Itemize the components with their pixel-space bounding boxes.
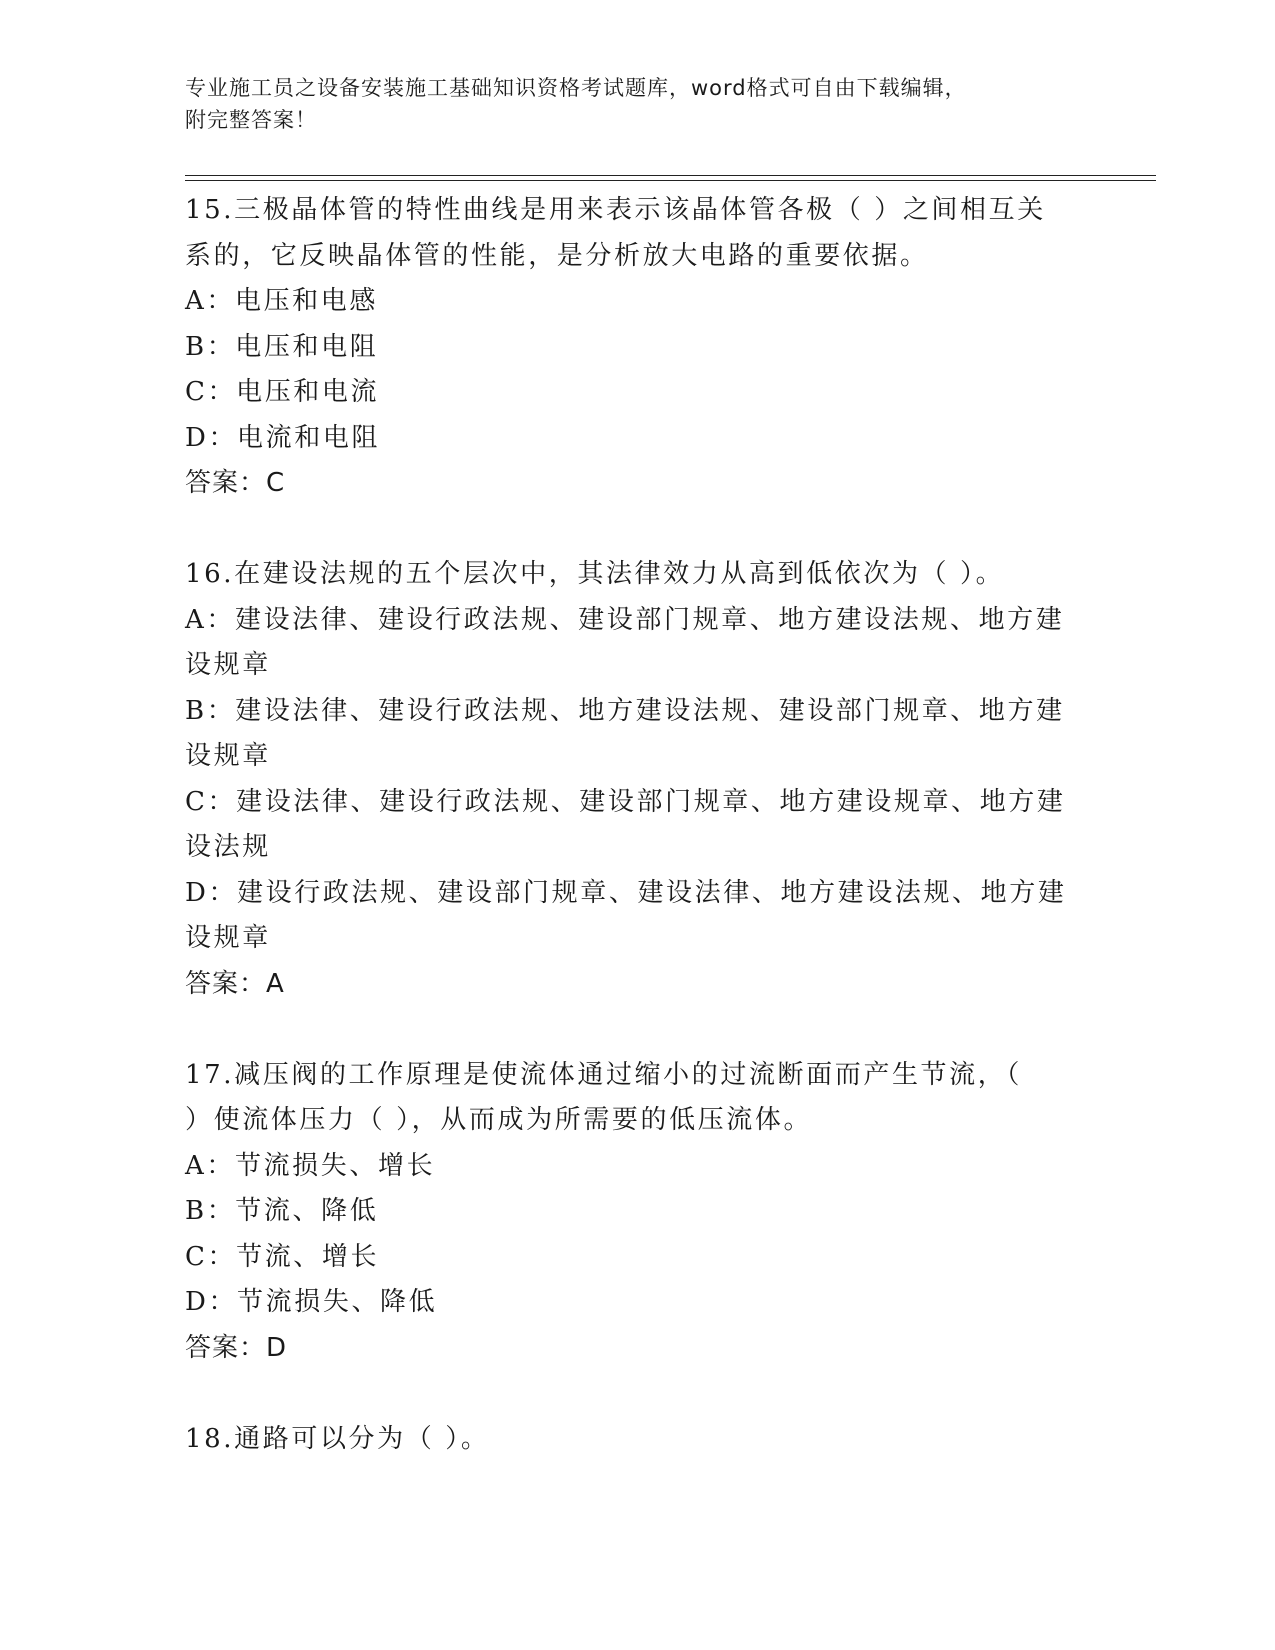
option-d: D：电流和电阻 bbox=[185, 422, 381, 453]
header-line-1: 专业施工员之设备安装施工基础知识资格考试题库，word格式可自由下载编辑， bbox=[185, 76, 967, 100]
option-b: B：建设法律、建设行政法规、地方建设法规、建设部门规章、地方建 bbox=[185, 695, 1065, 726]
option-a: A：建设法律、建设行政法规、建设部门规章、地方建设法规、地方建 bbox=[185, 604, 1065, 635]
question-list bbox=[185, 188, 1085, 1462]
option-c-continued: 设法规 bbox=[185, 832, 271, 862]
option-a: A：节流损失、增长 bbox=[185, 1150, 436, 1181]
document-header bbox=[185, 72, 1065, 136]
option-c: C：电压和电流 bbox=[185, 377, 380, 407]
option-c: C：建设法律、建设行政法规、建设部门规章、地方建设规章、地方建 bbox=[185, 786, 1066, 817]
answer-label: 答案：A bbox=[185, 968, 285, 999]
question-text: 15.三极晶体管的特性曲线是用来表示该晶体管各极（ ）之间相互关 bbox=[185, 195, 1046, 225]
option-b: B：电压和电阻 bbox=[185, 331, 379, 362]
option-b-continued: 设规章 bbox=[185, 741, 271, 771]
header-line-2: 附完整答案！ bbox=[185, 108, 317, 132]
answer-label: 答案：D bbox=[185, 1332, 288, 1363]
answer-label: 答案：C bbox=[185, 468, 286, 498]
option-b: B：节流、降低 bbox=[185, 1196, 379, 1226]
question-text: 系的，它反映晶体管的性能，是分析放大电路的重要依据。 bbox=[185, 240, 929, 271]
question-18 bbox=[185, 1417, 1085, 1463]
question-15 bbox=[185, 188, 1085, 507]
option-d: D：节流损失、降低 bbox=[185, 1287, 438, 1317]
question-16 bbox=[185, 552, 1085, 1007]
option-d: D：建设行政法规、建设部门规章、建设法律、地方建设法规、地方建 bbox=[185, 877, 1067, 908]
question-text: ）使流体压力（ ），从而成为所需要的低压流体。 bbox=[185, 1105, 813, 1135]
question-17 bbox=[185, 1053, 1085, 1372]
option-d-continued: 设规章 bbox=[185, 923, 271, 953]
question-spacer bbox=[185, 507, 1085, 553]
option-a: A：电压和电感 bbox=[185, 286, 378, 316]
option-a-continued: 设规章 bbox=[185, 650, 271, 680]
option-c: C：节流、增长 bbox=[185, 1241, 380, 1272]
question-text: 18.通路可以分为（ ）。 bbox=[185, 1423, 490, 1454]
header-divider-bottom bbox=[185, 180, 1156, 181]
question-text: 17.减压阀的工作原理是使流体通过缩小的过流断面而产生节流，（ bbox=[185, 1059, 1022, 1090]
question-spacer bbox=[185, 1371, 1085, 1417]
question-text: 16.在建设法规的五个层次中，其法律效力从高到低依次为（ ）。 bbox=[185, 559, 1005, 589]
header-divider-top bbox=[185, 175, 1156, 176]
question-spacer bbox=[185, 1007, 1085, 1053]
